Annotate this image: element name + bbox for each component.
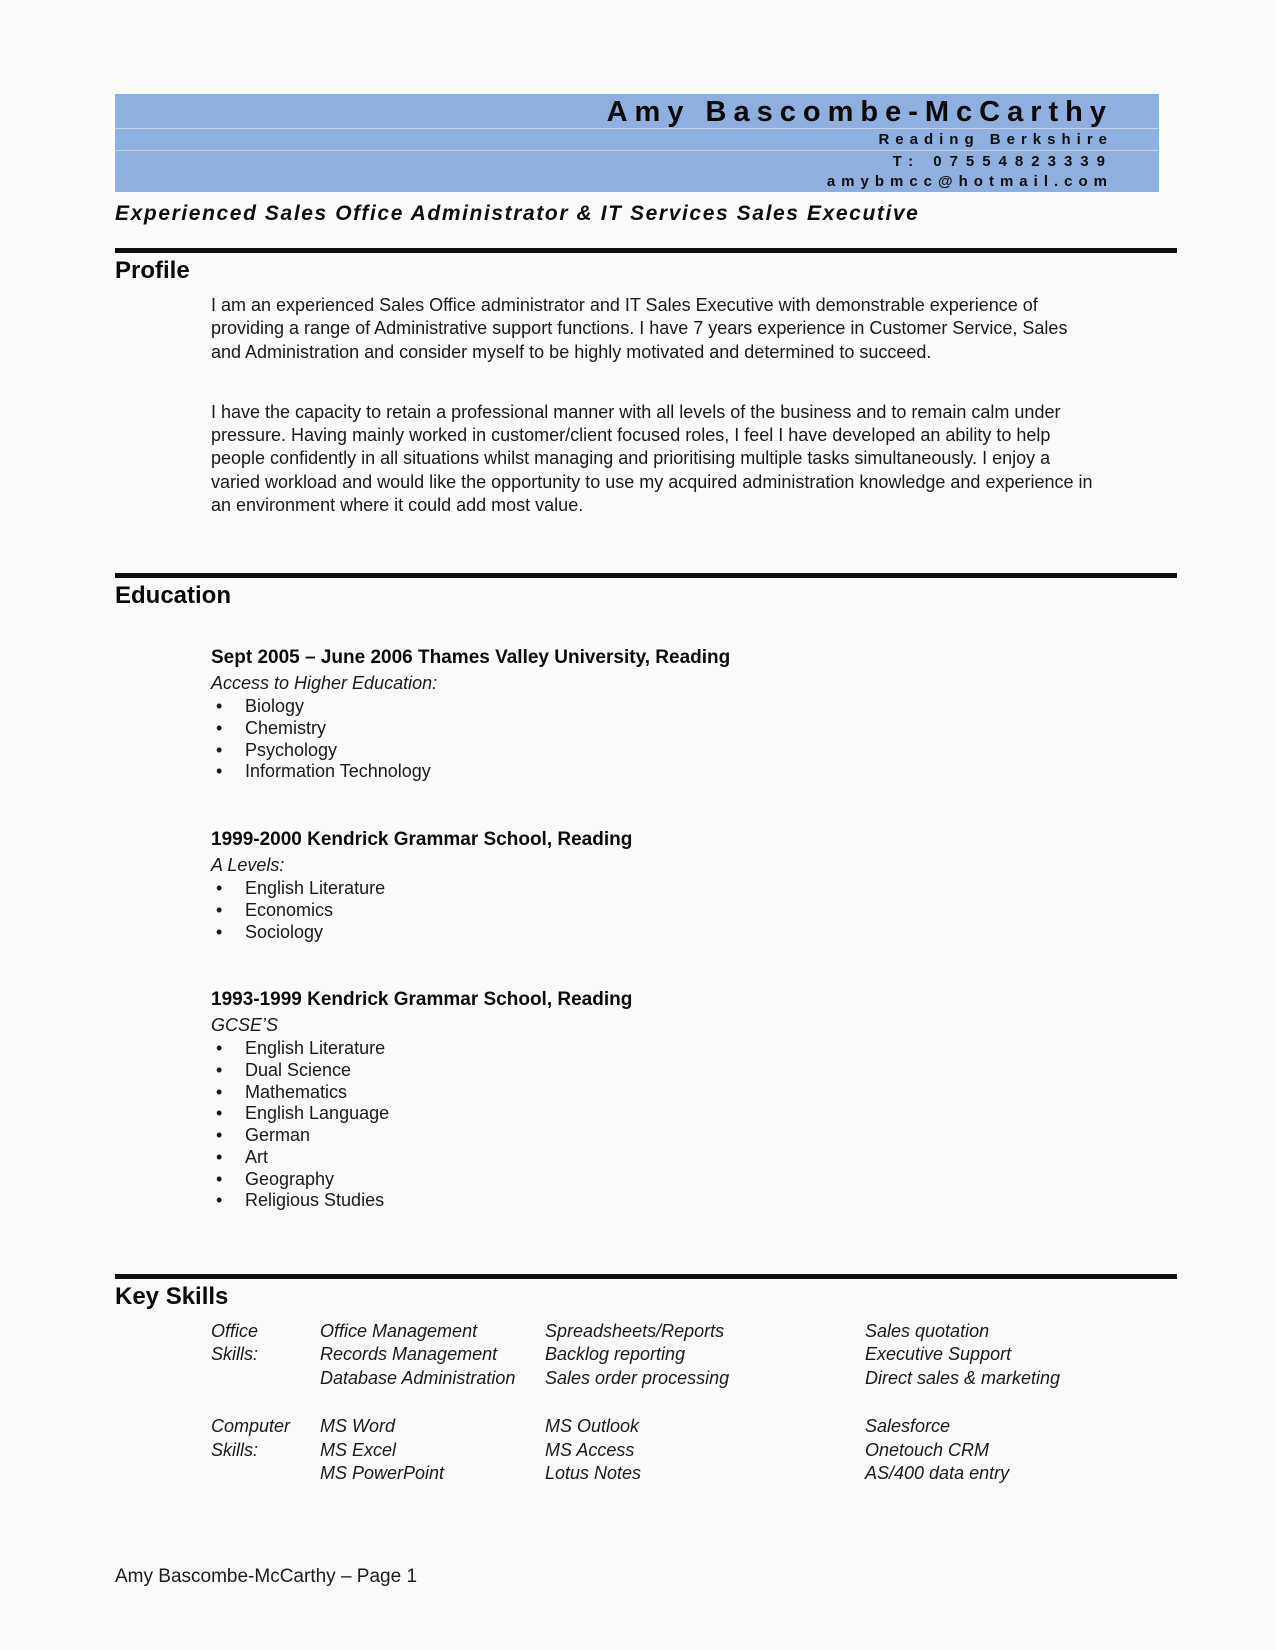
list-item: • English Literature bbox=[211, 878, 1177, 900]
keyskills-table bbox=[211, 1320, 1177, 1486]
education-entry-title: 1999-2000 Kendrick Grammar School, Reading bbox=[211, 829, 633, 851]
skill-column bbox=[865, 1415, 1095, 1486]
education-subject-list bbox=[211, 878, 1177, 943]
skill-item: MS Word bbox=[320, 1416, 396, 1437]
list-item: • Geography bbox=[211, 1169, 1177, 1191]
contact-header bbox=[115, 94, 1159, 192]
education-subject-list bbox=[211, 1038, 1177, 1212]
skill-column bbox=[320, 1320, 545, 1391]
list-item: • Religious Studies bbox=[211, 1190, 1177, 1212]
skill-item: Executive Support bbox=[865, 1344, 1012, 1365]
skill-item: MS Access bbox=[545, 1439, 635, 1460]
list-item: • English Literature bbox=[211, 1038, 1177, 1060]
list-item: • Art bbox=[211, 1147, 1177, 1169]
profile-paragraph: I have the capacity to retain a professional manner with all levels of the business and to remain calm under pressure. Having mainly worked in customer/client focused roles, I feel I have developed an ability to help people confidently in all situations whilst managing and prioritising multiple tasks simultaneously. I enjoy a varied workload and would like the opportunity to use my acquired administration knowledge and experience in an environment where it could add most value. bbox=[211, 401, 1093, 516]
skill-item: Sales quotation bbox=[865, 1320, 990, 1341]
education-entry-title: Sept 2005 – June 2006 Thames Valley University, Reading bbox=[211, 647, 731, 669]
education-subject-list bbox=[211, 696, 1177, 783]
list-item: • Sociology bbox=[211, 922, 1177, 944]
education-section-rule bbox=[115, 573, 1177, 578]
list-item: • Biology bbox=[211, 696, 1177, 718]
education-entry-title: 1993-1999 Kendrick Grammar School, Reading bbox=[211, 989, 633, 1011]
list-item: • Mathematics bbox=[211, 1082, 1177, 1104]
skill-column bbox=[320, 1415, 545, 1486]
skill-item: Onetouch CRM bbox=[865, 1439, 990, 1460]
table-row bbox=[211, 1415, 1177, 1486]
list-item: • Economics bbox=[211, 900, 1177, 922]
skill-item: Direct sales & marketing bbox=[865, 1367, 1061, 1388]
skill-category-label: Office Skills: bbox=[211, 1320, 259, 1365]
skill-column bbox=[545, 1320, 865, 1391]
profile-section-rule bbox=[115, 248, 1177, 253]
skill-item: MS Excel bbox=[320, 1439, 397, 1460]
education-heading: Education bbox=[115, 582, 232, 610]
list-item: • Psychology bbox=[211, 740, 1177, 762]
table-row bbox=[211, 1320, 1177, 1391]
keyskills-heading: Key Skills bbox=[115, 1282, 229, 1310]
skill-item: Lotus Notes bbox=[545, 1463, 642, 1484]
keyskills-section-rule bbox=[115, 1274, 1177, 1279]
skill-item: Database Administration bbox=[320, 1367, 516, 1388]
list-item: • English Language bbox=[211, 1103, 1177, 1125]
list-item: • German bbox=[211, 1125, 1177, 1147]
skill-item: Backlog reporting bbox=[545, 1344, 686, 1365]
list-item: • Chemistry bbox=[211, 718, 1177, 740]
page-footer: Amy Bascombe-McCarthy – Page 1 bbox=[115, 1566, 418, 1587]
candidate-location: Reading Berkshire bbox=[115, 128, 1159, 150]
skill-item: AS/400 data entry bbox=[865, 1463, 1010, 1484]
skill-item: Office Management bbox=[320, 1320, 478, 1341]
skill-item: Salesforce bbox=[865, 1416, 951, 1437]
skill-column bbox=[545, 1415, 865, 1486]
list-item: • Information Technology bbox=[211, 761, 1177, 783]
education-entry-subtitle: Access to Higher Education: bbox=[211, 673, 438, 694]
candidate-email: amybmcc@hotmail.com bbox=[826, 173, 1113, 190]
education-entry-subtitle: A Levels: bbox=[211, 855, 285, 876]
skill-item: Spreadsheets/Reports bbox=[545, 1320, 725, 1341]
headline-tagline: Experienced Sales Office Administrator & IT Services Sales Executive bbox=[115, 202, 920, 225]
list-item: • Dual Science bbox=[211, 1060, 1177, 1082]
education-entry-subtitle: GCSE’S bbox=[211, 1015, 279, 1036]
education-entry bbox=[211, 987, 1177, 1212]
education-entry bbox=[211, 827, 1177, 943]
skill-category-label: Computer Skills: bbox=[211, 1416, 291, 1460]
profile-paragraph: I am an experienced Sales Office administrator and IT Sales Executive with demonstrable experience of providing a range of Administrative support functions. I have 7 years experience in Customer Service, Sales and Administration and consider myself to be highly motivated and determined to succeed. bbox=[211, 295, 1068, 362]
profile-heading: Profile bbox=[115, 257, 190, 284]
skill-column bbox=[865, 1320, 1095, 1391]
skill-item: MS Outlook bbox=[545, 1416, 640, 1437]
education-entry bbox=[211, 645, 1177, 783]
candidate-name: Amy Bascombe-McCarthy bbox=[606, 96, 1113, 128]
skill-item: Records Management bbox=[320, 1344, 498, 1365]
skill-item: MS PowerPoint bbox=[320, 1463, 445, 1484]
skill-item: Sales order processing bbox=[545, 1367, 730, 1388]
candidate-phone: T: 07554823339 bbox=[115, 150, 1159, 171]
